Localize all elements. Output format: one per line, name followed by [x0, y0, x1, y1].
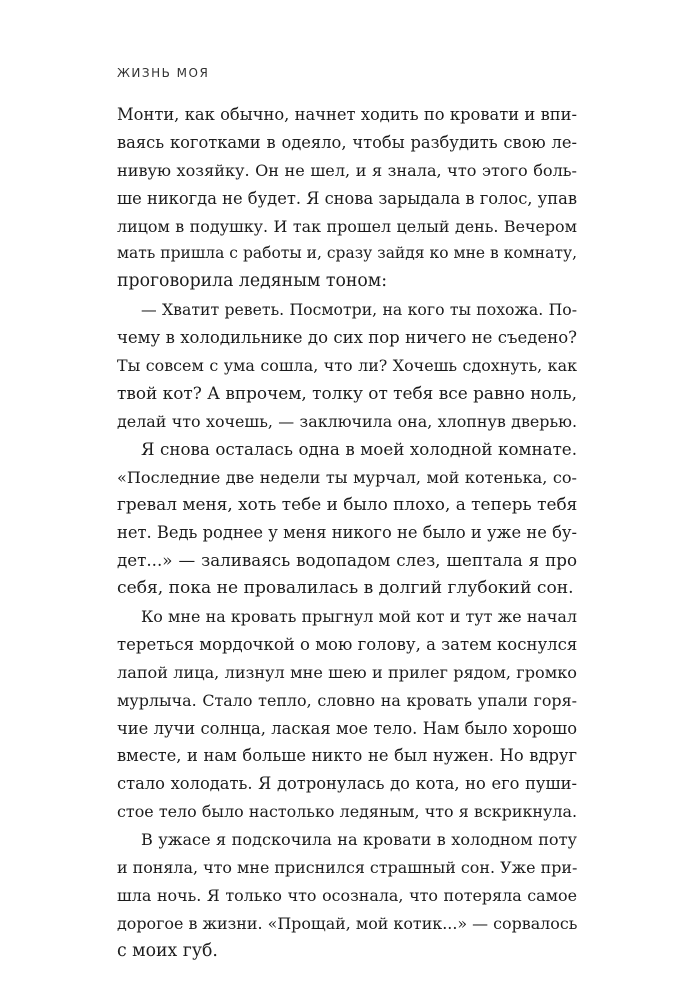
text-line: гревал меня, хоть тебе и было плохо, а теперь тебя	[117, 494, 578, 515]
text-line: В ужасе я подскочила на кровати в холодном поту	[141, 830, 577, 850]
text-line: шла ночь. Я только что осознала, что потеряла самое	[117, 885, 577, 905]
text-line: ваясь коготками в одеяло, чтобы разбудить свою ле-	[117, 132, 577, 152]
text-line: делай что хочешь, — заключила она, хлопнув дверью.	[117, 411, 577, 431]
text-line: «Последние две недели ты мурчал, мой котенька, со-	[117, 467, 577, 487]
running-head: ЖИЗНЬ МОЯ	[117, 66, 210, 80]
text-line: нет. Ведь роднее у меня никого не было и уже не бу-	[117, 523, 577, 543]
text-line: мать пришла с работы и, сразу зайдя ко мне в комнату,	[117, 244, 577, 263]
text-line: стало холодать. Я дотронулась до кота, но его пуши-	[117, 774, 577, 794]
text-line: ше никогда не будет. Я снова зарыдала в голос, упав	[117, 188, 577, 208]
text-line: твой кот? А впрочем, толку от тебя все равно ноль,	[117, 382, 577, 403]
text-line: — Хватит реветь. Посмотри, на кого ты похожа. По-	[141, 300, 577, 320]
text-line: проговорила ледяным тоном:	[117, 271, 388, 292]
text-line: и поняла, что мне приснился страшный сон. Уже при-	[117, 858, 578, 878]
text-line: с моих губ.	[117, 940, 218, 961]
text-line: Ты совсем с ума сошла, что ли? Хочешь сдохнуть, как	[117, 356, 577, 376]
text-line: стое тело было настолько ледяным, что я вскрикнула.	[117, 802, 577, 822]
text-line: чие лучи солнца, лаская мое тело. Нам было хорошо	[117, 718, 577, 738]
text-line: себя, пока не провалилась в долгий глубокий сон.	[117, 578, 574, 599]
text-line: Я снова осталась одна в моей холодной комнате.	[141, 438, 577, 459]
text-line: дет...» — заливаясь водопадом слез, шептала я про	[117, 550, 577, 571]
text-line: мурлыча. Стало тепло, словно на кровать упали горя-	[117, 690, 577, 710]
text-line: тереться мордочкой о мою голову, а затем коснулся	[117, 634, 578, 654]
body-text	[117, 101, 577, 966]
text-line: лапой лица, лизнул мне шею и прилег рядом, громко	[117, 662, 577, 682]
text-line: Монти, как обычно, начнет ходить по кровати и впи-	[117, 105, 577, 124]
text-line: вместе, и нам больше никто не был нужен. Но вдруг	[117, 746, 577, 766]
text-line: дорогое в жизни. «Прощай, мой котик...» — сорвалось	[117, 913, 578, 933]
text-line: чему в холодильнике до сих пор ничего не съедено?	[117, 328, 577, 348]
text-line: нивую хозяйку. Он не шел, и я знала, что этого боль-	[117, 160, 577, 180]
text-line: лицом в подушку. И так прошел целый день. Вечером	[117, 216, 577, 236]
text-line: Ко мне на кровать прыгнул мой кот и тут же начал	[141, 607, 577, 627]
